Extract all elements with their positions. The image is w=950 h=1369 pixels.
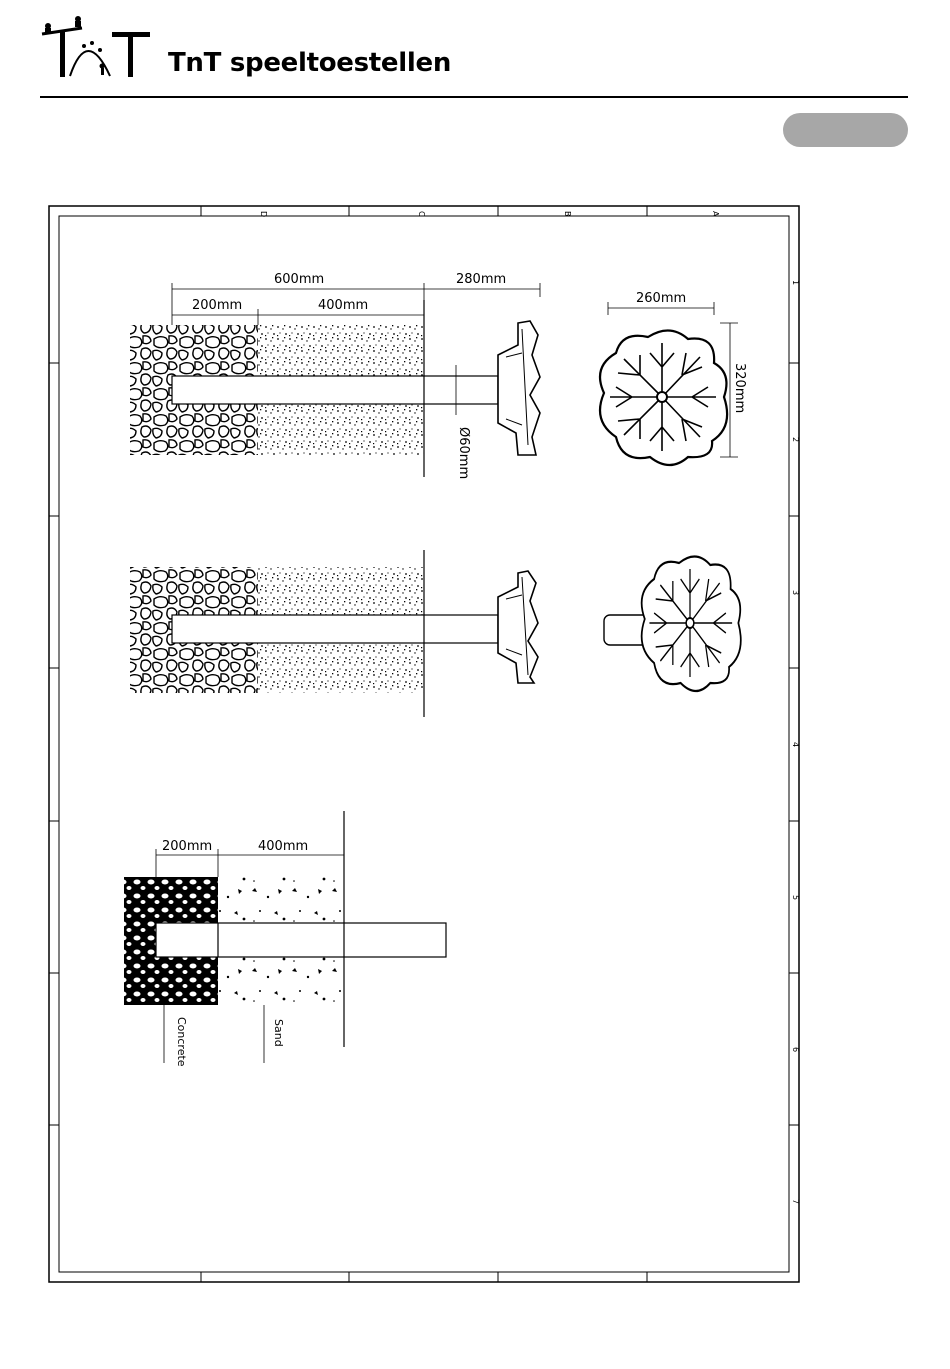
grey-tab-badge [783,113,908,147]
label-concrete: Concrete [175,1017,188,1067]
dim-concrete-depth: 200mm [192,298,243,313]
frame-col-label: B [563,211,572,217]
lily-top-profile [498,321,540,455]
dim-top-length: 320mm [732,363,747,414]
frame-row-label: 7 [791,1199,800,1205]
pole [172,615,498,643]
header-divider [40,96,908,98]
frame-row-label: 6 [791,1047,800,1053]
frame-row-label: 4 [791,742,800,748]
brand-name: TnT speeltoestellen [168,48,452,78]
lily-top-profile [498,571,538,683]
frame-row-label: 5 [791,895,800,901]
dim-detail-sand: 400mm [258,839,309,854]
frame-col-label: C [417,211,426,217]
page-header [0,0,950,110]
technical-drawing [48,205,800,1283]
dim-total-depth: 600mm [274,272,325,287]
dim-top-height: 280mm [456,272,507,287]
section-view-dimensioned [130,272,747,479]
lily-perspective-view [642,556,741,691]
dim-pole-diameter: Ø60mm [456,427,471,480]
dim-detail-concrete: 200mm [162,839,213,854]
dim-top-width: 260mm [636,291,687,306]
frame-row-label: 2 [791,437,800,443]
pole [172,376,498,404]
dim-sand-depth: 400mm [318,298,369,313]
frame-row-label: 1 [791,280,800,286]
frame-row-ticks [49,363,799,1125]
lily-top-view [600,330,727,465]
detail-pole [156,923,446,957]
section-view-perspective [130,550,741,717]
foundation-detail [124,811,446,1067]
frame-col-label: A [711,211,720,217]
label-sand: Sand [272,1019,285,1047]
frame-row-label: 3 [791,590,800,596]
tnt-logo [40,16,155,80]
frame-col-label: D [259,211,268,218]
